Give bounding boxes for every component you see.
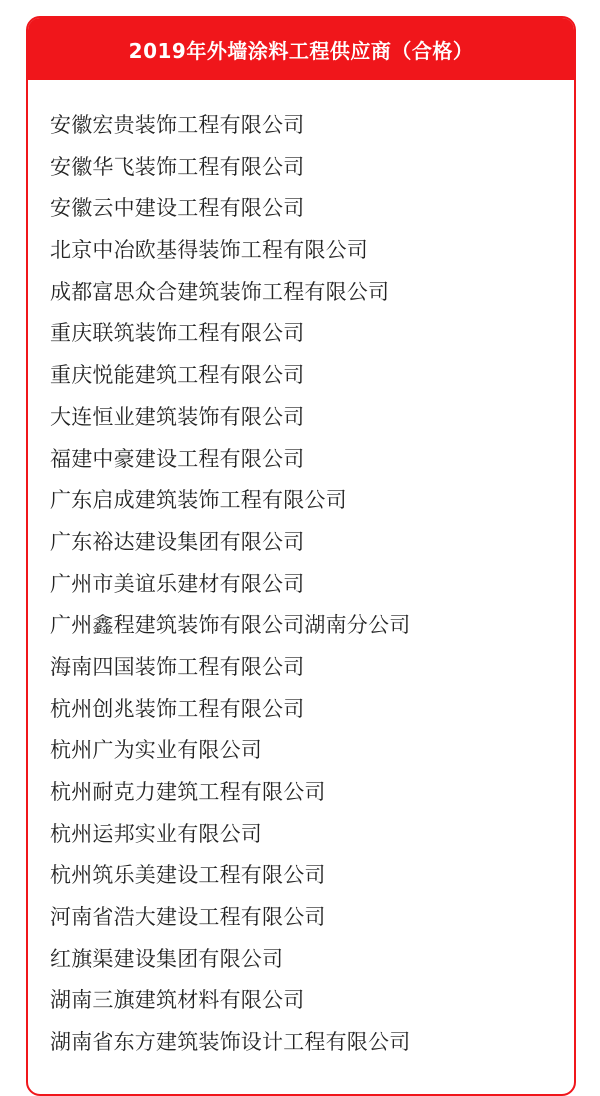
list-item: 安徽华飞装饰工程有限公司: [50, 154, 305, 179]
list-item: 安徽宏贵装饰工程有限公司: [50, 113, 305, 137]
supplier-list: [50, 105, 564, 1064]
list-item: 重庆联筑装饰工程有限公司: [50, 321, 305, 346]
list-item: 广东启成建筑装饰工程有限公司: [50, 488, 347, 513]
list-item: 湖南省东方建筑装饰设计工程有限公司: [50, 1030, 411, 1055]
list-item: 福建中豪建设工程有限公司: [50, 446, 305, 471]
list-item: 北京中冶欧基得装饰工程有限公司: [50, 238, 368, 263]
list-item: 成都富思众合建筑装饰工程有限公司: [50, 279, 390, 304]
list-item: 杭州筑乐美建设工程有限公司: [50, 863, 326, 888]
list-item: 湖南三旗建筑材料有限公司: [50, 988, 305, 1013]
list-item: 重庆悦能建筑工程有限公司: [50, 363, 305, 388]
supplier-card: [26, 16, 576, 1096]
list-item: 杭州广为实业有限公司: [50, 738, 262, 763]
list-item: 安徽云中建设工程有限公司: [50, 196, 305, 221]
list-item: 红旗渠建设集团有限公司: [50, 946, 284, 971]
list-item: 海南四国装饰工程有限公司: [50, 654, 305, 679]
list-item: 河南省浩大建设工程有限公司: [50, 905, 326, 930]
list-item: 广东裕达建设集团有限公司: [50, 529, 305, 554]
card-title: 2019年外墙涂料工程供应商（合格）: [128, 38, 474, 63]
list-item: 杭州运邦实业有限公司: [50, 821, 262, 846]
list-item: 广州市美谊乐建材有限公司: [50, 571, 305, 596]
list-item: 大连恒业建筑装饰有限公司: [50, 404, 305, 429]
list-item: 杭州耐克力建筑工程有限公司: [50, 780, 326, 804]
list-item: 杭州创兆装饰工程有限公司: [50, 696, 305, 721]
card-header: [28, 18, 574, 80]
list-item: 广州鑫程建筑装饰有限公司湖南分公司: [50, 613, 411, 638]
